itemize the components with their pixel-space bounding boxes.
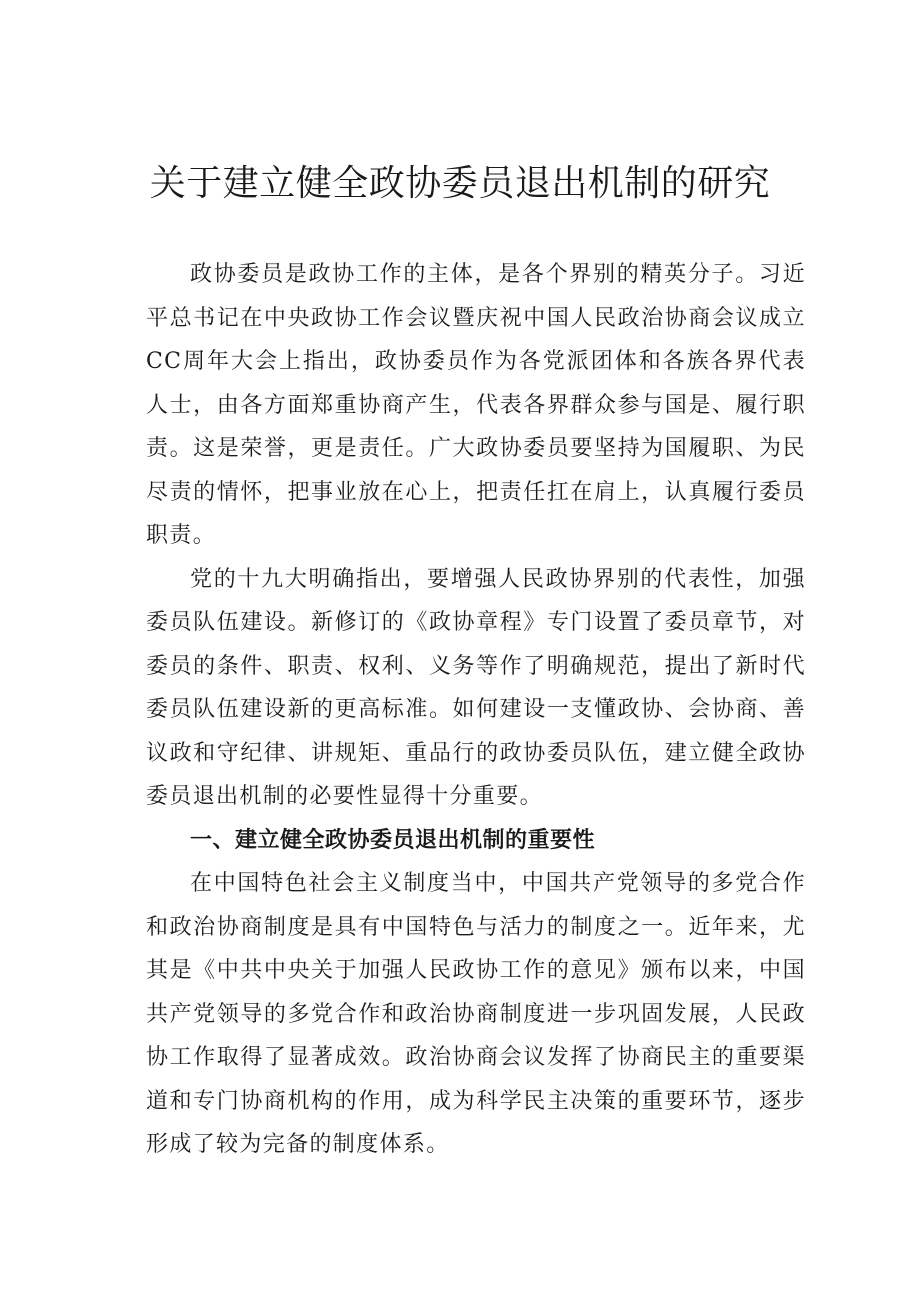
paragraph-intro: 政协委员是政协工作的主体，是各个界别的精英分子。习近平总书记在中央政协工作会议暨庆祝中国人民政治协商会议成立CC周年大会上指出，政协委员作为各党派团体和各族各界代表人士，由各方面郑重协商产生，代表各界群众参与国是、履行职责。这是荣誉，更是责任。广大政协委员要坚持为国履职、为民尽责的情怀，把事业放在心上，把责任扛在肩上，认真履行委员职责。 [146,262,806,548]
document-body [146,253,806,1167]
document-title: 关于建立健全政协委员退出机制的研究 [149,163,771,204]
paragraph-section-1: 在中国特色社会主义制度当中，中国共产党领导的多党合作和政治协商制度是具有中国特色与活力的制度之一。近年来，尤其是《中共中央关于加强人民政协工作的意见》颁布以来，中国共产党领导的多党合作和政治协商制度进一步巩固发展，人民政协工作取得了显著成效。政治协商会议发挥了协商民主的重要渠道和专门协商机构的作用，成为科学民主决策的重要环节，逐步形成了较为完备的制度体系。 [146,871,806,1157]
section-heading: 一、建立健全政协委员退出机制的重要性 [190,827,596,853]
paragraph-background: 党的十九大明确指出，要增强人民政协界别的代表性，加强委员队伍建设。新修订的《政协章程》专门设置了委员章节，对委员的条件、职责、权利、义务等作了明确规范，提出了新时代委员队伍建设新的更高标准。如何建设一支懂政协、会协商、善议政和守纪律、讲规矩、重品行的政协委员队伍，建立健全政协委员退出机制的必要性显得十分重要。 [146,566,806,809]
